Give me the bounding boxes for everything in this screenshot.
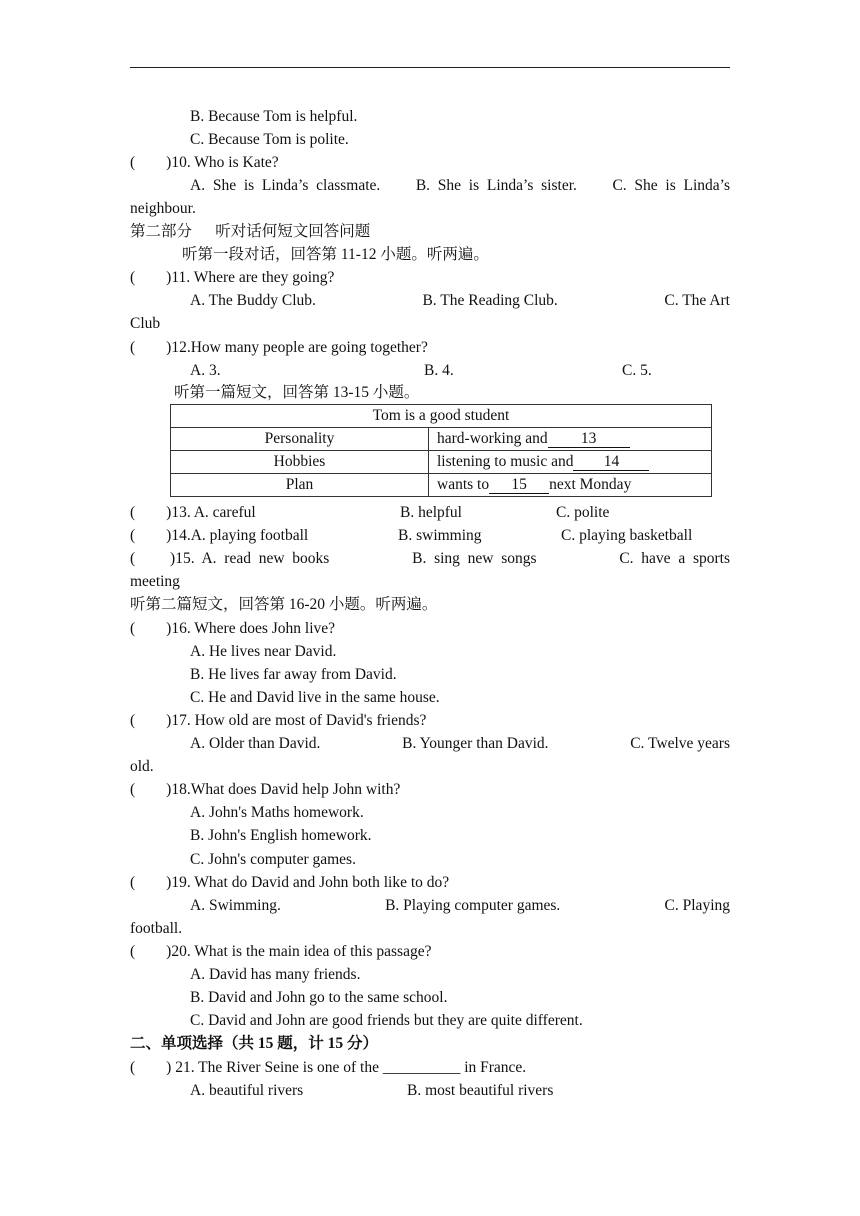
q20-option-b: B. David and John go to the same school. (190, 989, 448, 1006)
table-title-row (171, 405, 712, 428)
header-rule (130, 67, 730, 68)
passage1-intro: 听第一篇短文，回答第 13-15 小题。 (174, 384, 420, 401)
q15-option-c: C. have a sports (619, 550, 730, 567)
q9-option-b: B. Because Tom is helpful. (190, 108, 358, 125)
q16-option-b: B. He lives far away from David. (190, 666, 397, 683)
q19-option-a: A. Swimming. (190, 897, 281, 914)
table-row-value (429, 451, 712, 474)
q17-option-a: A. Older than David. (190, 735, 321, 752)
q10-option-c-cont: neighbour. (130, 200, 196, 217)
passage2-intro: 听第二篇短文，回答第 16-20 小题。听两遍。 (130, 596, 438, 613)
answer-blank: 13 (548, 430, 630, 448)
q21-question: ( ) 21. The River Seine is one of the __________ in France. (130, 1059, 527, 1076)
answer-blank: 15 (489, 476, 549, 494)
q9-option-c: C. Because Tom is polite. (190, 131, 349, 148)
q21-option-b: B. most beautiful rivers (407, 1082, 554, 1099)
q20-question: ( )20. What is the main idea of this passage? (130, 943, 432, 960)
q17-option-b: B. Younger than David. (402, 735, 549, 752)
part2-heading: 第二部分 听对话何短文回答问题 (130, 223, 371, 240)
table-row-label: Plan (171, 474, 429, 497)
q13-question: ( )13. A. careful (130, 504, 256, 521)
q18-question: ( )18.What does David help John with? (130, 781, 401, 798)
q13-option-c: C. polite (556, 504, 610, 521)
q14-option-b: B. swimming (398, 527, 482, 544)
table-title: Tom is a good student (171, 405, 712, 428)
q10-option-c: C. She is Linda’s (612, 177, 730, 194)
q14-question: ( )14.A. playing football (130, 527, 309, 544)
q10-options (190, 176, 730, 196)
q12-option-b: B. 4. (424, 362, 454, 379)
q19-question: ( )19. What do David and John both like to do? (130, 874, 450, 891)
q12-option-a: A. 3. (190, 362, 221, 379)
table-row (171, 474, 712, 497)
q10-option-b: B. She is Linda’s sister. (415, 177, 577, 194)
q18-option-a: A. John's Maths homework. (190, 804, 364, 821)
q12-question: ( )12.How many people are going together? (130, 339, 428, 356)
q11-option-a: A. The Buddy Club. (190, 292, 316, 309)
q14-option-c: C. playing basketball (561, 527, 693, 544)
q15-options (130, 549, 730, 569)
q11-option-c-cont: Club (130, 315, 161, 332)
table-row-label: Hobbies (171, 451, 429, 474)
q19-option-c: C. Playing (664, 897, 730, 914)
table-row-value (429, 474, 712, 497)
q15-option-a: ( )15. A. read new books (130, 550, 330, 567)
q10-option-a: A. She is Linda’s classmate. (190, 177, 381, 194)
q12-option-c: C. 5. (622, 362, 652, 379)
q11-question: ( )11. Where are they going? (130, 269, 335, 286)
table-row (171, 451, 712, 474)
q19-options (190, 896, 730, 916)
row-prefix: listening to music and (437, 453, 574, 470)
row-prefix: wants to (437, 476, 490, 493)
q17-option-c-cont: old. (130, 758, 154, 775)
q19-option-c-cont: football. (130, 920, 183, 937)
q17-options (190, 734, 730, 754)
answer-blank: 14 (573, 453, 649, 471)
q18-option-c: C. John's computer games. (190, 851, 356, 868)
q11-option-b: B. The Reading Club. (422, 292, 558, 309)
section2-heading: 二、单项选择（共 15 题，计 15 分） (130, 1035, 379, 1052)
q13-option-b: B. helpful (400, 504, 462, 521)
q18-option-b: B. John's English homework. (190, 827, 372, 844)
q11-options (190, 291, 730, 311)
q20-option-a: A. David has many friends. (190, 966, 361, 983)
q16-option-c: C. He and David live in the same house. (190, 689, 440, 706)
row-suffix: next Monday (549, 476, 632, 493)
table-row (171, 428, 712, 451)
q21-option-a: A. beautiful rivers (190, 1082, 304, 1099)
q10-question: ( )10. Who is Kate? (130, 154, 279, 171)
q16-question: ( )16. Where does John live? (130, 620, 336, 637)
dialogue1-intro: 听第一段对话，回答第 11-12 小题。听两遍。 (182, 246, 489, 263)
q20-option-c: C. David and John are good friends but they are quite different. (190, 1012, 583, 1029)
row-prefix: hard-working and (437, 430, 548, 447)
q17-option-c: C. Twelve years (630, 735, 730, 752)
table-row-label: Personality (171, 428, 429, 451)
info-table (170, 404, 712, 497)
table-row-value (429, 428, 712, 451)
q15-option-b: B. sing new songs (412, 550, 537, 567)
q17-question: ( )17. How old are most of David's friends? (130, 712, 427, 729)
q19-option-b: B. Playing computer games. (385, 897, 561, 914)
q15-option-c-cont: meeting (130, 573, 180, 590)
q16-option-a: A. He lives near David. (190, 643, 337, 660)
q11-option-c: C. The Art (664, 292, 730, 309)
